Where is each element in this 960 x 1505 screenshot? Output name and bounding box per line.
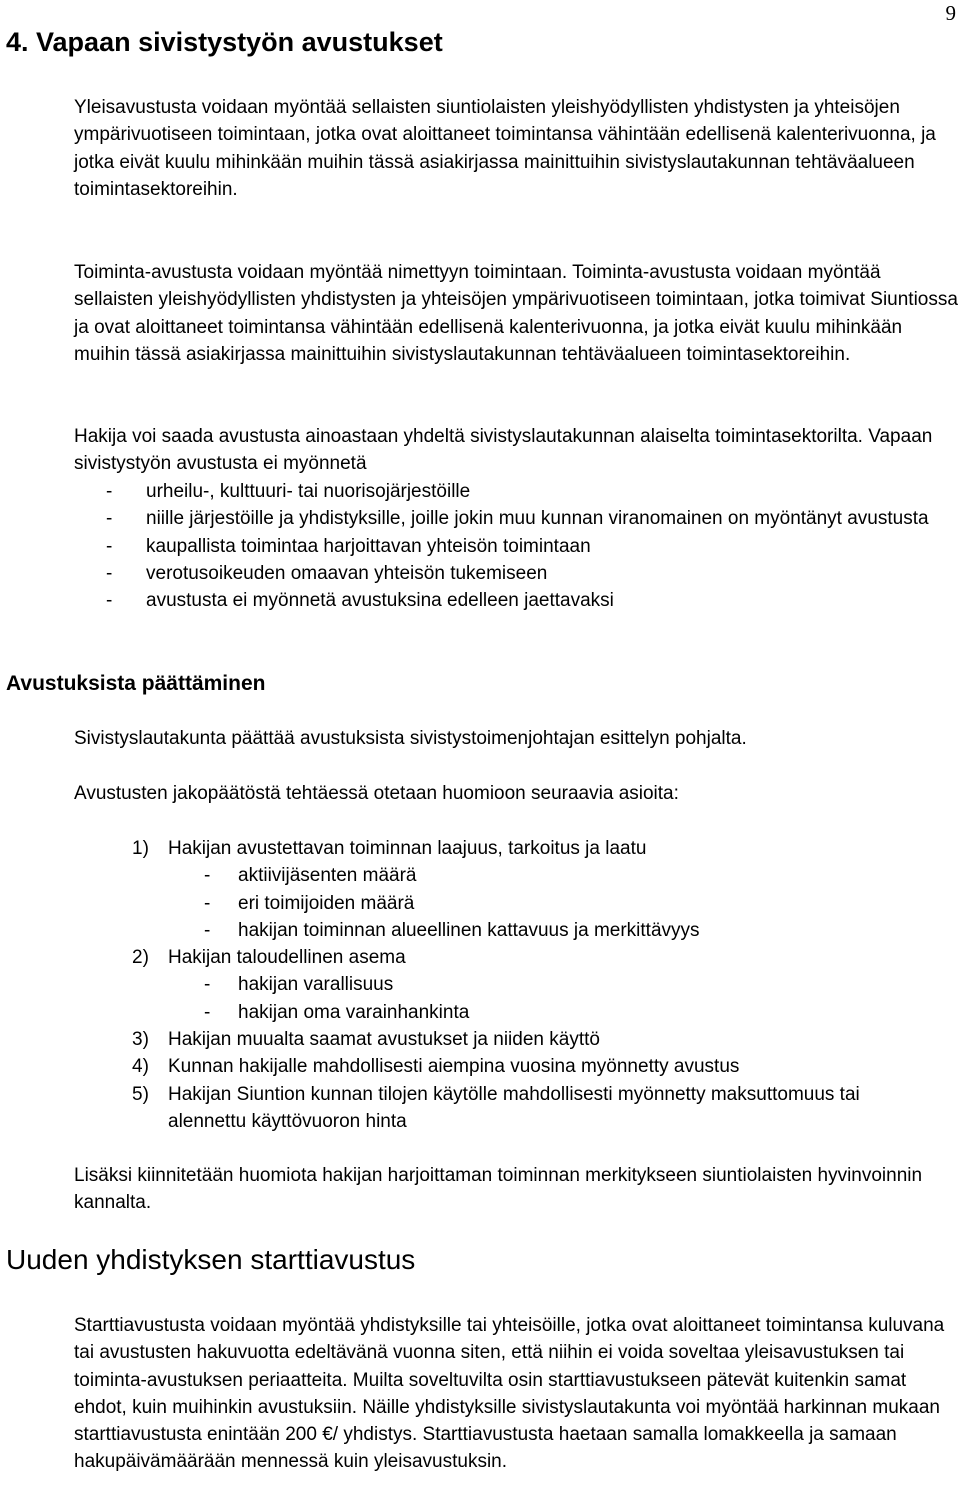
- decision-heading: Avustuksista päättäminen: [6, 672, 266, 695]
- list-item: 3) Hakijan muualta saamat avustukset ja niiden käyttö: [132, 1029, 600, 1051]
- decision-paragraph-1: Sivistyslautakunta päättää avustuksista sivistystoimenjohtajan esittelyn pohjalta.: [74, 728, 747, 749]
- list-item: 4) Kunnan hakijalle mahdollisesti aiempina vuosina myönnetty avustus: [132, 1056, 740, 1078]
- sub-list: [168, 862, 888, 944]
- section-title: 4. Vapaan sivistystyön avustukset: [6, 27, 443, 57]
- sub-list: [168, 971, 888, 1026]
- list-item: - verotusoikeuden omaavan yhteisön tukemiseen: [106, 562, 548, 584]
- list-item: - hakijan toiminnan alueellinen kattavuus ja merkittävyys: [204, 919, 700, 941]
- list-item: - kaupallista toimintaa harjoittavan yhteisön toimintaan: [106, 535, 591, 557]
- exclusions-list: [106, 478, 960, 614]
- page-number: 9: [945, 1, 956, 25]
- list-item: 5) Hakijan Siuntion kunnan tilojen käytölle mahdollisesti myönnetty maksuttomuus tai alennettu käyttövuoron hinta: [132, 1083, 860, 1132]
- list-item: - eri toimijoiden määrä: [204, 892, 415, 914]
- intro-paragraph-operating-grant: Toiminta-avustusta voidaan myöntää nimettyyn toimintaan. Toiminta-avustusta voidaan myöntää sellaisten yleishyödyllisten yhdistysten ja yhteisöjen ympärivuotiseen toimintaan, jotka toimivat Siuntiossa ja ovat aloittaneet toimintansa vähintään edellisenä kalenterivuonna, ja jotka eivät kuulu mihinkään muihin tässä asiakirjassa mainittuihin sivistyslautakunnan tehtäväalueen toimintasektoreihin.: [74, 262, 958, 365]
- startup-paragraph: Starttiavustusta voidaan myöntää yhdistyksille tai yhteisöille, jotka ovat aloittaneet toimintansa kuluvana tai avustusten hakuvuotta edeltävänä vuonna siten, että niihin ei voida soveltaa yleisavustuksen tai toiminta-avustuksen periaatteita. Muilta soveltuvilta osin starttiavustukseen pätevät kuitenkin samat ehdot, kuin muihinkin avustuksiin. Näille yhdistyksille sivistyslautakunta voi myöntää harkinnan mukaan starttiavustusta enintään 200 €/ yhdistys. Starttiavustusta haetaan samalla lomakkeella ja samaan hakupäivämäärään mennessä kuin yleisavustuksin.: [74, 1315, 945, 1473]
- startup-heading: Uuden yhdistyksen starttiavustus: [6, 1244, 416, 1275]
- list-item: - avustusta ei myönnetä avustuksina edelleen jaettavaksi: [106, 590, 614, 612]
- list-item: 2) Hakijan taloudellinen asema - hakijan varallisuus - hakijan oma varainhankinta: [132, 944, 888, 1026]
- list-item: 1) Hakijan avustettavan toiminnan laajuus, tarkoitus ja laatu - aktiivijäsenten määrä - eri toimijoiden määrä - hakijan toiminnan alueellinen kattavuus ja merkittävyys: [132, 835, 888, 944]
- criteria-list: [132, 835, 888, 1135]
- decision-paragraph-2: Avustusten jakopäätöstä tehtäessä otetaan huomioon seuraavia asioita:: [74, 783, 679, 804]
- intro-paragraph-eligibility: Hakija voi saada avustusta ainoastaan yhdeltä sivistyslautakunnan alaiselta toimintasektorilta. Vapaan sivistystyön avustusta ei myönnetä: [74, 426, 933, 475]
- list-item: - urheilu-, kulttuuri- tai nuorisojärjestöille: [106, 481, 471, 502]
- list-item: - hakijan oma varainhankinta: [204, 1001, 470, 1023]
- decision-paragraph-3: Lisäksi kiinnitetään huomiota hakijan harjoittaman toiminnan merkitykseen siuntiolaisten hyvinvoinnin kannalta.: [74, 1165, 923, 1214]
- intro-paragraph-general-grant: Yleisavustusta voidaan myöntää sellaisten siuntiolaisten yleishyödyllisten yhdistysten ja yhteisöjen ympärivuotiseen toimintaan, jotka ovat aloittaneet toimintansa vähintään edellisenä kalenterivuonna, ja jotka eivät kuulu mihinkään muihin tässä asiakirjassa mainittuihin sivistyslautakunnan tehtäväalueen toimintasektoreihin.: [74, 97, 936, 200]
- list-item: - aktiivijäsenten määrä: [204, 865, 417, 887]
- list-item: - niille järjestöille ja yhdistyksille, joille jokin muu kunnan viranomainen on myöntänyt avustusta: [106, 508, 929, 530]
- list-item: - hakijan varallisuus: [204, 974, 394, 996]
